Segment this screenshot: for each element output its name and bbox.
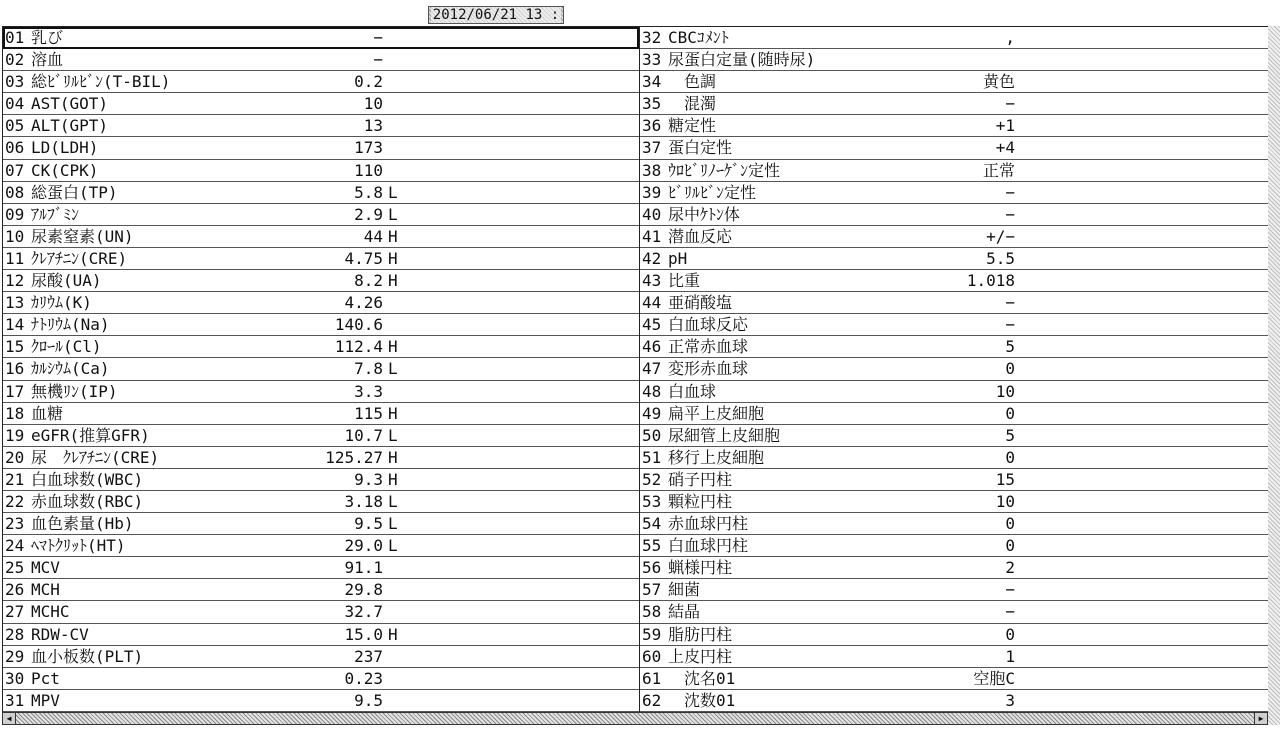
row-number: 21 [5, 469, 25, 489]
test-value: 空胞C [973, 668, 1015, 688]
row-number: 60 [642, 646, 662, 666]
row-number: 24 [5, 536, 25, 556]
abnormal-flag: L [388, 491, 398, 511]
row-number: 05 [5, 116, 25, 136]
test-name: 正常赤血球 [668, 337, 749, 357]
test-value: 0 [1005, 536, 1015, 556]
test-value: 3.18 [344, 491, 383, 511]
test-name: 変形赤血球 [668, 359, 749, 379]
test-name: ﾋﾞﾘﾙﾋﾞﾝ定性 [668, 182, 757, 202]
row-number: 38 [642, 160, 662, 180]
row-number: 31 [5, 690, 25, 710]
test-name: 混濁 [668, 94, 717, 114]
abnormal-flag: L [388, 536, 398, 556]
row-number: 52 [642, 469, 662, 489]
row-number: 61 [642, 668, 662, 688]
result-row[interactable] [3, 624, 639, 646]
test-name: 潜血反応 [668, 226, 733, 246]
test-value: +4 [995, 138, 1015, 158]
row-number: 15 [5, 337, 25, 357]
row-number: 16 [5, 359, 25, 379]
result-row[interactable] [3, 403, 639, 425]
row-number: 42 [642, 248, 662, 268]
test-value: − [373, 28, 383, 47]
test-name: 比重 [668, 271, 701, 291]
test-value: 5.8 [354, 182, 383, 202]
test-name: ﾍﾏﾄｸﾘｯﾄ(HT) [31, 536, 126, 556]
row-number: 57 [642, 580, 662, 600]
abnormal-flag: H [388, 226, 398, 246]
test-value: 15 [995, 469, 1015, 489]
test-name: 血糖 [31, 403, 64, 423]
test-value: − [1005, 315, 1015, 335]
abnormal-flag: H [388, 469, 398, 489]
sheet-edge [1268, 26, 1280, 725]
test-value: 5 [1005, 337, 1015, 357]
result-row[interactable] [640, 579, 1269, 601]
test-value: − [1005, 182, 1015, 202]
row-number: 55 [642, 536, 662, 556]
row-number: 62 [642, 690, 662, 710]
test-name: 結晶 [668, 602, 701, 622]
right-column [640, 27, 1269, 713]
test-name: ｸﾚｱﾁﾆﾝ(CRE) [31, 248, 128, 268]
result-row[interactable] [640, 182, 1269, 204]
test-value: +1 [995, 116, 1015, 136]
row-number: 54 [642, 514, 662, 534]
row-number: 37 [642, 138, 662, 158]
scroll-right-arrow-icon[interactable]: ▶ [1254, 713, 1267, 724]
test-name: 上皮円柱 [668, 646, 733, 666]
row-number: 11 [5, 248, 25, 268]
test-value: 10 [995, 491, 1015, 511]
row-number: 22 [5, 491, 25, 511]
result-row[interactable] [3, 248, 639, 270]
result-row[interactable] [640, 160, 1269, 182]
test-name: 溶血 [31, 50, 64, 70]
result-row[interactable] [3, 292, 639, 314]
row-number: 50 [642, 425, 662, 445]
result-row[interactable] [3, 160, 639, 182]
row-number: 12 [5, 271, 25, 291]
test-name: AST(GOT) [31, 94, 109, 114]
test-name: 赤血球円柱 [668, 514, 749, 534]
test-value: 0.23 [344, 668, 383, 688]
result-row[interactable] [3, 601, 639, 623]
result-row[interactable] [640, 557, 1269, 579]
test-name: 無機ﾘﾝ(IP) [31, 381, 118, 401]
test-name: 蛋白定性 [668, 138, 733, 158]
test-name: pH [668, 248, 688, 268]
row-number: 33 [642, 50, 662, 70]
test-name: 尿 ｸﾚｱﾁﾆﾝ(CRE) [31, 447, 160, 467]
test-value: − [1005, 204, 1015, 224]
abnormal-flag: H [388, 248, 398, 268]
test-name: 蝋様円柱 [668, 558, 733, 578]
abnormal-flag: H [388, 624, 398, 644]
test-value: 0 [1005, 624, 1015, 644]
test-value: 9.3 [354, 469, 383, 489]
row-number: 46 [642, 337, 662, 357]
test-value: 3.3 [354, 381, 383, 401]
result-row[interactable] [640, 358, 1269, 380]
abnormal-flag: L [388, 514, 398, 534]
test-name: 細菌 [668, 580, 701, 600]
row-number: 45 [642, 315, 662, 335]
result-row[interactable] [3, 513, 639, 535]
row-number: 03 [5, 72, 25, 92]
test-value: 29.0 [344, 536, 383, 556]
row-number: 17 [5, 381, 25, 401]
test-value: 0.2 [354, 72, 383, 92]
test-name: LD(LDH) [31, 138, 99, 158]
test-name: 糖定性 [668, 116, 717, 136]
row-number: 01 [5, 28, 25, 47]
test-value: 7.8 [354, 359, 383, 379]
result-row[interactable] [640, 646, 1269, 668]
result-row[interactable] [3, 425, 639, 447]
row-number: 53 [642, 491, 662, 511]
result-row[interactable] [640, 27, 1269, 49]
scroll-left-arrow-icon[interactable]: ◀ [3, 713, 16, 724]
row-number: 13 [5, 293, 25, 313]
abnormal-flag: H [388, 337, 398, 357]
date-tab[interactable] [428, 6, 564, 24]
test-name: Pct [31, 668, 60, 688]
test-name: 尿酸(UA) [31, 271, 102, 291]
test-name: eGFR(推算GFR) [31, 425, 150, 445]
row-number: 34 [642, 72, 662, 92]
horizontal-scrollbar[interactable] [2, 712, 1268, 725]
result-row[interactable] [3, 646, 639, 668]
abnormal-flag: L [388, 425, 398, 445]
row-number: 39 [642, 182, 662, 202]
result-row[interactable] [3, 71, 639, 93]
row-number: 35 [642, 94, 662, 114]
result-row[interactable] [640, 403, 1269, 425]
result-row[interactable] [640, 137, 1269, 159]
result-row[interactable] [3, 270, 639, 292]
row-number: 08 [5, 182, 25, 202]
result-row[interactable] [640, 535, 1269, 557]
test-value: +/− [986, 226, 1015, 246]
test-name: ﾅﾄﾘｳﾑ(Na) [31, 315, 110, 335]
result-row[interactable] [640, 71, 1269, 93]
test-value: 32.7 [344, 602, 383, 622]
test-value: 2 [1005, 558, 1015, 578]
row-number: 07 [5, 160, 25, 180]
result-row[interactable] [640, 93, 1269, 115]
result-row[interactable] [640, 336, 1269, 358]
test-value: 正常 [982, 160, 1015, 180]
row-number: 10 [5, 226, 25, 246]
result-row[interactable] [3, 182, 639, 204]
row-number: 02 [5, 50, 25, 70]
row-number: 30 [5, 668, 25, 688]
result-row[interactable] [640, 248, 1269, 270]
test-value: 0 [1005, 514, 1015, 534]
test-value: 44 [363, 226, 383, 246]
result-row[interactable] [3, 336, 639, 358]
test-name: 尿蛋白定量(随時尿) [668, 50, 816, 70]
row-number: 58 [642, 602, 662, 622]
row-number: 23 [5, 514, 25, 534]
test-value: 10.7 [344, 425, 383, 445]
test-name: MCH [31, 580, 60, 600]
test-value: 10 [995, 381, 1015, 401]
test-value: 125.27 [325, 447, 383, 467]
abnormal-flag: L [388, 182, 398, 202]
test-value: 29.8 [344, 580, 383, 600]
result-row[interactable] [3, 579, 639, 601]
test-name: 赤血球数(RBC) [31, 491, 144, 511]
result-row[interactable] [640, 513, 1269, 535]
test-name: 血小板数(PLT) [31, 646, 144, 666]
test-value: 1 [1005, 646, 1015, 666]
test-value: 黄色 [982, 72, 1015, 92]
test-value: 112.4 [334, 337, 383, 357]
test-value: 0 [1005, 359, 1015, 379]
result-row[interactable] [640, 49, 1269, 71]
test-name: 白血球反応 [668, 315, 749, 335]
result-row[interactable] [640, 381, 1269, 403]
result-row[interactable] [640, 292, 1269, 314]
result-row[interactable] [3, 226, 639, 248]
test-name: 尿中ｹﾄﾝ体 [668, 204, 741, 224]
test-value: − [1005, 293, 1015, 313]
test-name: MCHC [31, 602, 70, 622]
row-number: 44 [642, 293, 662, 313]
test-value: 8.2 [354, 271, 383, 291]
test-name: 硝子円柱 [668, 469, 733, 489]
test-name: MCV [31, 558, 60, 578]
result-row[interactable] [640, 447, 1269, 469]
row-number: 36 [642, 116, 662, 136]
test-name: 移行上皮細胞 [668, 447, 765, 467]
test-name: 沈数01 [668, 690, 736, 710]
test-value: 4.75 [344, 248, 383, 268]
test-name: CBCｺﾒﾝﾄ [668, 28, 729, 47]
test-value: 5 [1005, 425, 1015, 445]
test-name: 白血球数(WBC) [31, 469, 144, 489]
result-row[interactable] [3, 535, 639, 557]
test-value: 140.6 [334, 315, 383, 335]
test-value: 1.018 [966, 271, 1015, 291]
result-row[interactable] [3, 137, 639, 159]
row-number: 47 [642, 359, 662, 379]
row-number: 59 [642, 624, 662, 644]
test-value: − [373, 50, 383, 70]
row-number: 41 [642, 226, 662, 246]
test-value: 237 [354, 646, 383, 666]
test-value: 91.1 [344, 558, 383, 578]
result-row[interactable] [640, 624, 1269, 646]
row-number: 28 [5, 624, 25, 644]
row-number: 49 [642, 403, 662, 423]
test-name: 白血球 [668, 381, 717, 401]
result-row[interactable] [3, 491, 639, 513]
test-name: 沈名01 [668, 668, 736, 688]
row-number: 43 [642, 271, 662, 291]
test-name: 脂肪円柱 [668, 624, 733, 644]
row-number: 27 [5, 602, 25, 622]
result-row[interactable] [640, 690, 1269, 712]
test-name: 色調 [668, 72, 717, 92]
test-name: 総蛋白(TP) [31, 182, 118, 202]
result-row[interactable] [3, 49, 639, 71]
result-row[interactable] [640, 314, 1269, 336]
row-number: 48 [642, 381, 662, 401]
result-row[interactable] [3, 204, 639, 226]
row-number: 20 [5, 447, 25, 467]
abnormal-flag: L [388, 204, 398, 224]
result-row[interactable] [3, 469, 639, 491]
test-name: 尿細管上皮細胞 [668, 425, 781, 445]
test-value: − [1005, 602, 1015, 622]
test-name: 総ﾋﾞﾘﾙﾋﾞﾝ(T-BIL) [31, 72, 171, 92]
result-row[interactable] [3, 557, 639, 579]
row-number: 14 [5, 315, 25, 335]
test-name: ｸﾛｰﾙ(Cl) [31, 337, 102, 357]
row-number: 09 [5, 204, 25, 224]
test-value: 110 [354, 160, 383, 180]
result-row[interactable] [3, 314, 639, 336]
test-name: 顆粒円柱 [668, 491, 733, 511]
result-row[interactable] [3, 690, 639, 712]
test-name: CK(CPK) [31, 160, 99, 180]
left-column [3, 27, 640, 713]
test-value: 5.5 [986, 248, 1015, 268]
result-row[interactable] [3, 668, 639, 690]
test-value: 3 [1005, 690, 1015, 710]
row-number: 32 [642, 28, 662, 47]
test-value: 0 [1005, 447, 1015, 467]
test-name: ALT(GPT) [31, 116, 109, 136]
test-value: , [1005, 28, 1015, 47]
row-number: 29 [5, 646, 25, 666]
test-name: ｶﾘｳﾑ(K) [31, 293, 92, 313]
result-row[interactable] [640, 115, 1269, 137]
row-number: 51 [642, 447, 662, 467]
row-number: 04 [5, 94, 25, 114]
result-row[interactable] [3, 447, 639, 469]
test-name: 血色素量(Hb) [31, 514, 134, 534]
abnormal-flag: H [388, 403, 398, 423]
abnormal-flag: L [388, 359, 398, 379]
test-value: 0 [1005, 403, 1015, 423]
test-name: 白血球円柱 [668, 536, 749, 556]
test-value: 9.5 [354, 690, 383, 710]
result-row[interactable] [640, 491, 1269, 513]
result-row[interactable] [640, 469, 1269, 491]
row-number: 18 [5, 403, 25, 423]
test-value: 2.9 [354, 204, 383, 224]
row-number: 56 [642, 558, 662, 578]
test-value: 173 [354, 138, 383, 158]
row-number: 25 [5, 558, 25, 578]
test-name: ｶﾙｼｳﾑ(Ca) [31, 359, 110, 379]
result-row[interactable] [640, 425, 1269, 447]
test-name: 乳び [31, 28, 64, 47]
test-value: 4.26 [344, 293, 383, 313]
lab-results-sheet [2, 26, 1269, 713]
row-number: 19 [5, 425, 25, 445]
test-name: 尿素窒素(UN) [31, 226, 134, 246]
date-label: 2012/06/21 13 : [432, 7, 560, 23]
row-number: 40 [642, 204, 662, 224]
test-value: − [1005, 580, 1015, 600]
test-value: − [1005, 94, 1015, 114]
test-name: ｱﾙﾌﾞﾐﾝ [31, 204, 80, 224]
result-row[interactable] [3, 27, 639, 49]
result-row[interactable] [3, 358, 639, 380]
test-value: 9.5 [354, 514, 383, 534]
row-number: 06 [5, 138, 25, 158]
abnormal-flag: H [388, 271, 398, 291]
abnormal-flag: H [388, 447, 398, 467]
result-row[interactable] [3, 115, 639, 137]
result-row[interactable] [640, 668, 1269, 690]
result-row[interactable] [640, 270, 1269, 292]
result-row[interactable] [640, 601, 1269, 623]
test-name: MPV [31, 690, 60, 710]
result-row[interactable] [3, 381, 639, 403]
result-row[interactable] [3, 93, 639, 115]
result-row[interactable] [640, 204, 1269, 226]
test-value: 10 [363, 94, 383, 114]
test-value: 15.0 [344, 624, 383, 644]
test-name: 亜硝酸塩 [668, 293, 733, 313]
test-name: 扁平上皮細胞 [668, 403, 765, 423]
test-name: ｳﾛﾋﾞﾘﾉｰｹﾞﾝ定性 [668, 160, 781, 180]
row-number: 26 [5, 580, 25, 600]
test-value: 115 [354, 403, 383, 423]
result-row[interactable] [640, 226, 1269, 248]
test-name: RDW-CV [31, 624, 89, 644]
test-value: 13 [363, 116, 383, 136]
